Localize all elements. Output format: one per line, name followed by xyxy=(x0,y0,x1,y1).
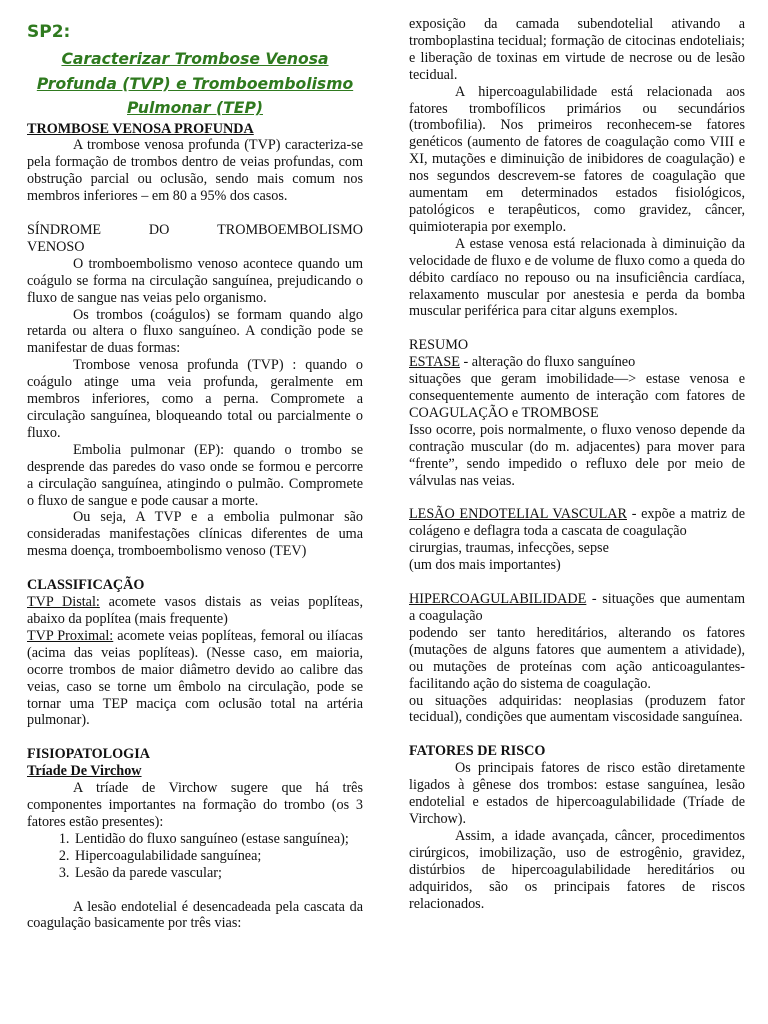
continuation-paragraph: exposição da camada subendotelial ativando a tromboplastina tecidual; formação de citocinas endoteliais; e liberação de toxinas em virtude de necrose ou de lesão tecidual. xyxy=(409,16,745,83)
list-item: 2. Hipercoagulabilidade sanguínea; xyxy=(73,848,363,865)
fatores-risco-paragraph-2: Assim, a idade avançada, câncer, procedimentos cirúrgicos, imobilização, uso de estrogênio, gravidez, distúrbios de hipercoagulabilidade hereditários ou adquiridos, são os principais fatores de riscos relacionados. xyxy=(409,827,745,912)
tvp-paragraph: A trombose venosa profunda (TVP) caracteriza-se pela formação de trombos dentro de veias profundas, com obstrução parcial ou oclusão, sendo mais comum nos membros inferiores – em 80 a 95% dos casos. xyxy=(27,137,363,205)
list-item: 1. Lentidão do fluxo sanguíneo (estase sanguínea); xyxy=(73,831,363,848)
lesao-line-2: cirurgias, traumas, infecções, sepse xyxy=(409,540,609,557)
resumo-estase-text: - alteração do fluxo sanguíneo xyxy=(459,354,636,371)
resumo-line-3: Isso ocorre, pois normalmente, o fluxo venoso depende da contração muscular (do m. adjacentes) para mover para “frente”, sendo impedido o refluxo dele por meio de válvulas nas veias. xyxy=(409,421,745,489)
triade-heading: Tríade De Virchow xyxy=(27,763,142,780)
triade-paragraph: A tríade de Virchow sugere que há três componentes importantes na formação do trombo (os 3 fatores estão presentes): xyxy=(27,780,363,830)
hipercoagulabilidade-line-2: podendo ser tanto hereditários, alterando os fatores (mutações de alguns fatores que aumentem a atividade), ou mutações de proteínas com ação anticoagulantes- facilitando ação do sistema de coagulação. xyxy=(409,624,745,692)
classificacao-heading: CLASSIFICAÇÃO xyxy=(27,577,145,594)
sindrome-heading xyxy=(27,222,363,239)
topic-line-3: Pulmonar (TEP) xyxy=(127,99,263,117)
fatores-risco-paragraph-1: Os principais fatores de risco estão diretamente ligados à gênese dos trombos: estase sanguínea, lesão endotelial e estados de hipercoagulabilidade (Tríade de Virchow). xyxy=(409,760,745,827)
hipercoagulabilidade-paragraph: A hipercoagulabilidade está relacionada aos fatores trombofílicos primários ou secundários (trombofilia). Nos primeiros reconhecem-se fatores genéticos (aumento de fatores de coagulação como VIII e XI, mutações e diminuição de inibidores de coagulação) e nos segundos descrevem-se fatores de coagulação que aumentam em determinados estados fisiológicos, patológicos e terapêuticos, como gravidez, câncer, quimioterapia por exemplo. xyxy=(409,83,745,235)
sindrome-heading-word: DO xyxy=(148,222,170,239)
resumo-line-2: situações que geram imobilidade—> estase venosa e consequentemente aumento de interação com fatores de COAGULAÇÃO e TROMBOSE xyxy=(409,371,745,421)
lesao-endotelial-label: LESÃO ENDOTELIAL VASCULAR xyxy=(409,506,627,523)
sindrome-heading-end: VENOSO xyxy=(27,238,85,255)
sindrome-paragraph-4: Embolia pulmonar (EP): quando o trombo se desprende das paredes do vaso onde se formou e percorre a circulação sanguínea, atingindo o pulmão. Compromete o fluxo de sangue e pode causar a morte. xyxy=(27,441,363,509)
topic-line-1: Caracterizar Trombose Venosa xyxy=(61,50,329,68)
lesao-endotelial-text: - expõe a matriz de colágeno e deflagra toda a cascata de coagulação xyxy=(409,506,745,540)
left-column xyxy=(27,0,363,932)
sindrome-heading-word: SÍNDROME xyxy=(27,222,102,239)
sindrome-heading-word: TROMBOEMBOLISMO xyxy=(217,222,363,239)
sindrome-paragraph-1: O tromboembolismo venoso acontece quando um coágulo se forma na circulação sanguínea, prejudicando o fluxo de sangue nas veias pelo organismo. xyxy=(27,255,363,306)
tvp-heading: TROMBOSE VENOSA PROFUNDA xyxy=(27,120,254,137)
lesao-paragraph: A lesão endotelial é desencadeada pela cascata da coagulação basicamente por três vias: xyxy=(27,898,363,932)
topic-line-2: Profunda (TVP) e Tromboembolismo xyxy=(36,74,354,93)
estase-paragraph: A estase venosa está relacionada à diminuição da velocidade de fluxo e de volume de fluxo como a queda do débito cardíaco no repouso ou na insuficiência cardíaca, relaxamento muscular por anestesia e perda da bomba muscular periférica para citar alguns exemplos. xyxy=(409,235,745,320)
tvp-proximal-label: TVP Proximal: xyxy=(27,627,114,644)
resumo-estase-label: ESTASE xyxy=(409,354,460,371)
document-topic xyxy=(27,47,363,121)
tvp-distal-text: acomete vasos distais as veias poplíteas, abaixo da poplítea (mais frequente) xyxy=(27,594,363,627)
sindrome-paragraph-3: Trombose venosa profunda (TVP) : quando o coágulo atinge uma veia profunda, geralmente em membros inferiores, como a perna. Compromete a circulação sanguínea, bloqueando total ou parcialmente o fluxo. xyxy=(27,357,363,441)
resumo-estase xyxy=(409,354,745,371)
fatores-risco-heading: FATORES DE RISCO xyxy=(409,743,546,760)
hipercoagulabilidade-summary xyxy=(409,591,745,625)
tvp-distal-label: TVP Distal: xyxy=(27,594,100,611)
lesao-line-3: (um dos mais importantes) xyxy=(409,557,561,574)
lesao-endotelial-paragraph xyxy=(409,506,745,540)
tvp-proximal-text: acomete veias poplíteas, femoral ou ilíacas (acima das veias poplíteas). (Nesse caso, em maioria, ocorre trombos de maior diâmetro devido ao calibre das veias, caso se torne um êmbolo na circulação, pode se tornar uma TEP maciça com oclusão total na artéria pulmonar). xyxy=(27,627,363,729)
tvp-distal-paragraph xyxy=(27,594,363,628)
fisiopatologia-heading: FISIOPATOLOGIA xyxy=(27,746,150,763)
sindrome-paragraph-5: Ou seja, A TVP e a embolia pulmonar são consideradas manifestações clínicas diferentes de uma mesma doença, tromboembolismo venoso (TEV) xyxy=(27,509,363,560)
sindrome-paragraph-2: Os trombos (coágulos) se formam quando algo retarda ou altera o fluxo sanguíneo. A condição pode se manifestar de duas formas: xyxy=(27,306,363,357)
hipercoagulabilidade-line-3: ou situações adquiridas: neoplasias (produzem fator tecidual), condições que aumentam viscosidade sanguínea. xyxy=(409,692,745,726)
resumo-heading: RESUMO xyxy=(409,337,469,354)
list-item: 3. Lesão da parede vascular; xyxy=(73,865,363,882)
document-code: SP2: xyxy=(27,22,71,42)
hipercoagulabilidade-text: - situações que aumentam a coagulação xyxy=(409,591,745,624)
tvp-proximal-paragraph xyxy=(27,628,363,729)
triade-list xyxy=(27,831,363,882)
right-column xyxy=(409,16,745,912)
hipercoagulabilidade-label: HIPERCOAGULABILIDADE xyxy=(409,591,587,608)
